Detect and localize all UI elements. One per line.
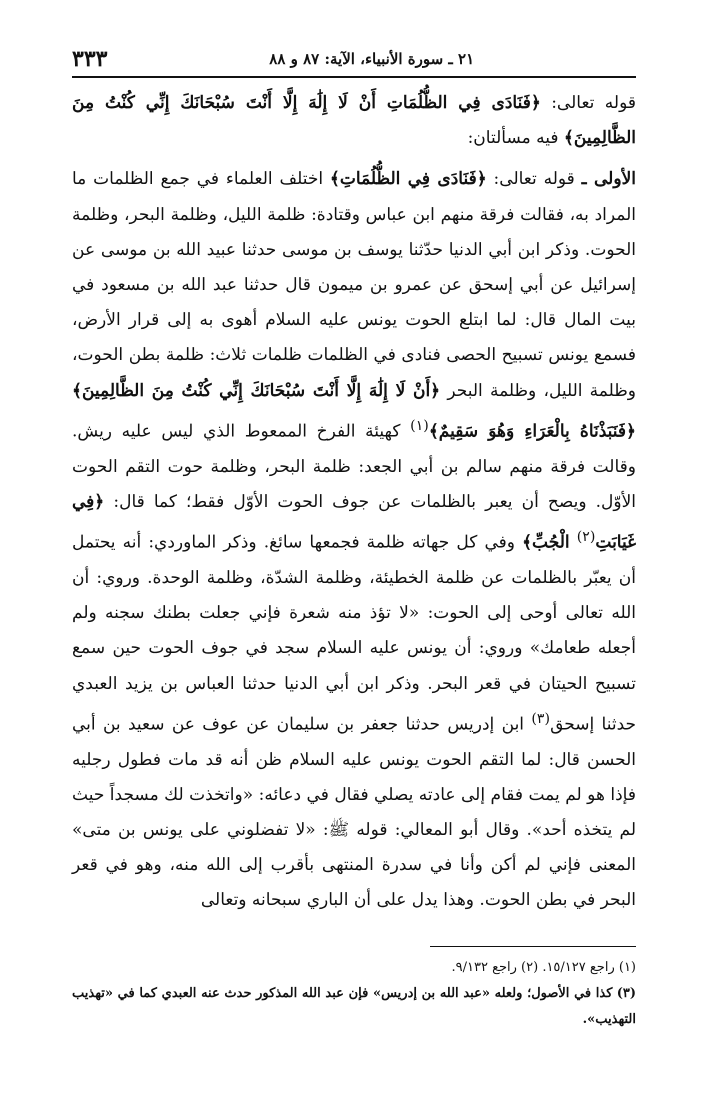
intro-tail: فيه مسألتان: xyxy=(467,128,559,149)
running-title: ٢١ ـ سورة الأنبياء، الآية: ٨٧ و ٨٨ xyxy=(269,50,475,68)
footnote-line-2 xyxy=(72,981,636,1033)
footnote-ref-2: (٢) xyxy=(576,529,596,546)
footnote-ref-3: (٣) xyxy=(531,710,551,727)
page-number: ٣٣٣ xyxy=(72,46,108,72)
issue-text-2: كهيئة الفرخ الممعوط الذي ليس عليه ريش. وقالت فرقة منهم سالم بن أبي الجعد: ظلمة البحر، وظلمة حوت التقم الحوت الأوّل. ويصح أن يعبر بالظلمات عن جوف الحوت الأوّل فقط؛ كما قال: xyxy=(72,421,637,512)
page-header xyxy=(72,42,636,78)
issue-text-3: وفي كل جهاته ظلمة فجمعها سائغ. وذكر الماوردي: أنه يحتمل أن يعبّر بالظلمات عن ظلمة الخطيئة، وظلمة الشدّة، وظلمة الوحدة. وروي: أن الله تعالى أوحى إلى الحوت: «لا تؤذ منه شعرة فإني جعلت بطنك سجنه ولم أجعله طعامك» وروي: أن يونس عليه السلام سجد في جوف الحوت حين سمع تسبيح الحيتان في قعر البحر. وذكر ابن أبي الدنيا حدثنا العباس بن يزيد العبدي حدثنا إسحق xyxy=(72,532,637,735)
issue-verse-3b: الْجُبِّ﴾ xyxy=(522,532,570,553)
footnote-3-text: كذا في الأصول؛ ولعله «عبد الله بن إدريس» فإن عبد الله المذكور حدث عنه العبدي كما في «تهذيب التهذيب». xyxy=(72,986,636,1027)
issue-verse: ﴿فَنَادَى فِي الظُّلُمَاتِ﴾ xyxy=(329,169,487,190)
issue-verse-2: ﴿أَنْ لَا إِلَٰهَ إِلَّا أَنْتَ سُبْحَانَكَ إِنِّي كُنْتُ مِنَ الظَّالِمِينَ﴾ ﴿فَنَبَذْنَاهُ بِالْعَرَاءِ وَهُوَ سَقِيمٌ﴾ xyxy=(72,380,637,442)
issue-text-1: اختلف العلماء في جمع الظلمات ما المراد به، فقالت فرقة منهم ابن عباس وقتادة: ظلمة الليل، وظلمة البحر، وظلمة الحوت. وذكر ابن أبي الدنيا حدّثنا يوسف بن موسى حدثنا عبيد الله بن موسى عن إسرائيل عن أبي إسحق عن عمرو بن ميمون قال حدثنا عبد الله بن مسعود في بيت المال قال: لما ابتلع الحوت يونس عليه السلام أهوى به إلى قرار الأرض، فسمع يونس تسبيح الحصى فنادى في الظلمات ظلمات ثلاث: ظلمة بطن الحوت، وظلمة الليل، وظلمة البحر xyxy=(72,169,636,401)
issue-text-4: ابن إدريس حدثنا جعفر بن سليمان عن عوف عن سعيد بن أبي الحسن قال: لما التقم الحوت يونس عليه السلام ظن أنه قد مات فطول رجليه فإذا هو لم يمت فقام إلى عادته يصلي فقال في دعائه: «واتخذت لك مسجداً حيث لم يتخذه أحد». وقال أبو المعالي: قوله ﷺ: «لا تفضلوني على يونس بن متى» المعنى فإني لم أكن وأنا في سدرة المنتهى بأقرب إلى الله منه، وهو في قعر البحر في بطن الحوت. وهذا يدل على أن الباري سبحانه وتعالى xyxy=(72,714,636,911)
intro-lead: قوله تعالى: xyxy=(551,93,636,113)
issue-heading: الأولى ـ xyxy=(581,169,636,190)
issue-lead: قوله تعالى: xyxy=(493,169,575,190)
intro-verse: ﴿فَنَادَى فِي الظُّلُمَاتِ أَنْ لَا إِلَٰهَ إِلَّا أَنْتَ سُبْحَانَكَ إِنِّي كُنْتُ مِنَ الظَّالِمِينَ﴾ xyxy=(72,93,636,149)
footnote-3-number: (٣) xyxy=(616,986,637,1001)
body-text xyxy=(72,86,636,919)
issue-verse-3a: ﴿فِي غَيَابَتِ xyxy=(72,491,636,553)
footnote-ref-1: (١) xyxy=(410,417,429,434)
first-issue-paragraph xyxy=(72,162,636,918)
footnote-divider xyxy=(430,946,636,947)
footnotes xyxy=(72,955,636,1033)
intro-paragraph xyxy=(72,86,636,156)
footnote-line-1: (١) راجع ١٥/١٢٧. (٢) راجع ٩/١٣٢. xyxy=(451,960,636,975)
